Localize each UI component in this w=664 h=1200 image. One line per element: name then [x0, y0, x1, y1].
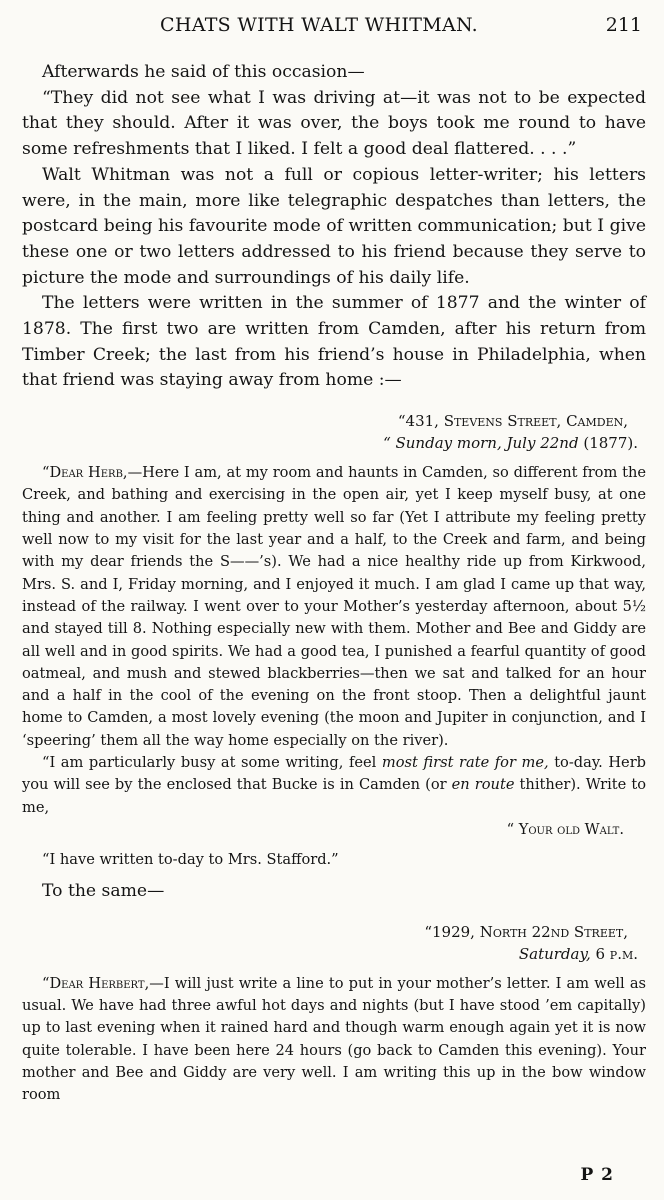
- letter1-date-day: “ Sunday morn, July 22nd: [383, 434, 579, 453]
- letter2-body-text: —I will just write a line to put in your mother’s letter. I am well as usual. We have had three awful hot days and nights (but I have stood ’em capitally) up to last evening when it rained hard and though warm enough again yet it is now quite tolerable. I have been here 24 hours (go back to Camden this evening). Your mother and Bee and Giddy are very well. I am writing this up in the bow window room: [22, 974, 647, 1104]
- letter1-body: [22, 462, 646, 752]
- paragraph-4: The letters were written in the summer of 1877 and the winter of 1878. The first two are written from Camden, after his return from Timber Creek; the last from his friend’s house in Philadelphia, when that friend was staying away from home :—: [22, 293, 646, 391]
- letter1-address: [22, 410, 646, 432]
- paragraph-3: Walt Whitman was not a full or copious letter-writer; his letters were, in the main, more like telegraphic despatches than letters, the postcard being his favourite mode of written communication; but I give these one or two letters addressed to his friend because they serve to picture the mode and surroundings of his daily life.: [22, 164, 646, 288]
- letter1-body-2: [22, 752, 646, 819]
- letter2-date-day: Saturday,: [518, 944, 591, 963]
- page-number: 211: [605, 14, 642, 36]
- letter2-body: [22, 973, 646, 1107]
- letter2-date-time: 6 p.m.: [590, 944, 638, 963]
- signature-mark: P 2: [580, 1165, 614, 1185]
- letter1-body2-b: to-day. Herb you will see by the enclosed that Bucke is in Camden (or: [22, 754, 647, 794]
- letter1-salutation: “Dear Herb,: [42, 464, 128, 482]
- letter1-postscript: “I have written to-day to Mrs. Stafford.”: [42, 850, 339, 868]
- letter1-body2-em: most first rate for me,: [381, 754, 549, 771]
- running-title: CHATS WITH WALT WHITMAN.: [160, 14, 479, 36]
- page-body: [22, 60, 646, 1107]
- letter1-date-year: (1877).: [578, 434, 638, 453]
- running-header: [22, 14, 646, 42]
- letter2-salutation: “Dear Herbert,: [42, 974, 150, 992]
- letter1-body2-c: thither). Write to me,: [22, 776, 646, 816]
- letter2-date: [22, 943, 646, 965]
- letter1-signoff: [22, 819, 646, 841]
- to-the-same: To the same—: [42, 881, 165, 902]
- letter1-address-line: “431, Stevens Street, Camden,: [397, 412, 628, 431]
- letter2-address: [22, 921, 646, 943]
- letter1-signoff-text: “ Your old Walt.: [506, 820, 624, 838]
- letter1-body-text: —Here I am, at my room and haunts in Camden, so different from the Creek, and bathing and exercising in the open air, yet I keep myself busy, at one thing and another. I am feeling pretty well so far (Yet I attribute my feeling pretty well now to my visit for the last year and a half, to the Creek and farm, and being with my dear friends the S——’s). We had a nice healthy ride up from Kirkwood, Mrs. S. and I, Friday morning, and I enjoyed it much. I am glad I came up that way, instead of the railway. I went over to your Mother’s yesterday afternoon, about 5½ and stayed till 8. Nothing especially new with them. Mother and Bee and Giddy are all well and in good spirits. We had a good tea, I punished a fearful quantity of good oatmeal, and mush and stewed blackberries—then we sat and talked for an hour and a half in the cool of the evening on the front stoop. Then a delightful jaunt home to Camden, a most lovely evening (the moon and Jupiter in conjunction, and I ‘speering’ them all the way home especially on the river).: [22, 464, 646, 749]
- letter1-body2-em2: en route: [451, 776, 515, 794]
- paragraph-1: Afterwards he said of this occasion—: [42, 62, 365, 82]
- letter1-body2-a: “I am particularly busy at some writing, feel: [42, 754, 382, 771]
- paragraph-2: “They did not see what I was driving at—it was not to be expected that they should. After it was over, the boys took me round to have some refreshments that I liked. I felt a good deal flattered. . . .”: [22, 87, 646, 160]
- letter1-date: [22, 432, 646, 454]
- letter2-address-line: “1929, North 22nd Street,: [424, 922, 628, 941]
